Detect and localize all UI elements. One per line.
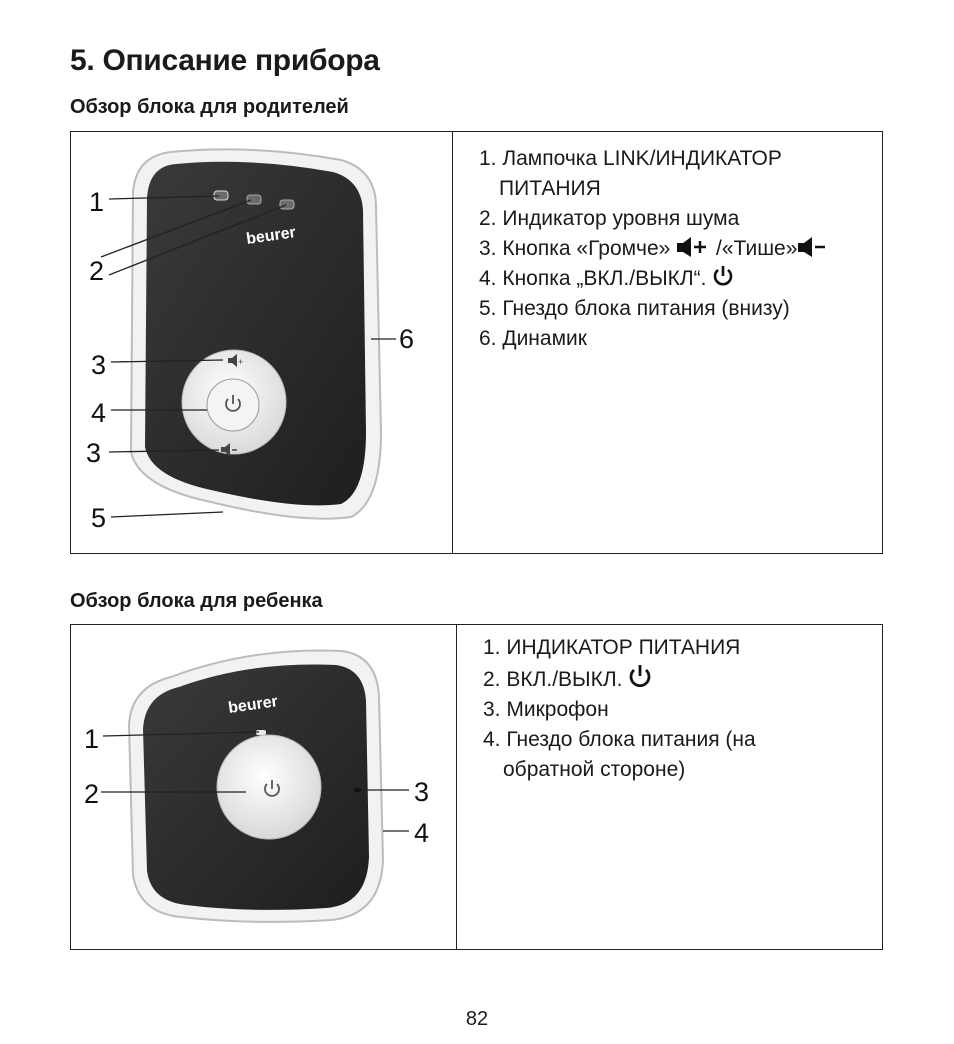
callout-label: 1 — [84, 724, 100, 754]
callout-label: 3 — [91, 350, 107, 380]
list-item: 4. Гнездо блока питания (на обратной стороне) — [483, 728, 756, 781]
brand-logo: beurer — [245, 224, 297, 248]
microphone — [354, 788, 361, 792]
child-unit-illustration — [71, 625, 456, 949]
noise-led — [280, 200, 294, 209]
callout-label: 4 — [414, 818, 430, 848]
page-number: 82 — [465, 1008, 489, 1030]
panel-divider — [452, 132, 453, 553]
callout-label: 4 — [91, 398, 107, 428]
volume-down-icon — [797, 236, 827, 258]
parent-unit-illustration — [71, 132, 452, 553]
list-item: 6. Динамик — [479, 327, 587, 350]
list-item: 1. ИНДИКАТОР ПИТАНИЯ — [483, 636, 741, 659]
child-unit-parts-list — [483, 633, 873, 785]
power-icon — [712, 264, 734, 288]
volume-down-icon — [221, 447, 225, 452]
list-item: 5. Гнездо блока питания (внизу) — [479, 297, 790, 320]
callout-label: 2 — [89, 256, 105, 286]
callout-label: 3 — [414, 777, 430, 807]
parent-unit-heading: Обзор блока для родителей — [70, 96, 349, 118]
callout-label: 3 — [86, 438, 102, 468]
callout-label: 5 — [91, 503, 107, 533]
noise-led — [247, 195, 261, 204]
power-icon — [628, 663, 652, 689]
list-item: 2. ВКЛ./ВЫКЛ. — [483, 663, 873, 695]
callout-label: 2 — [84, 779, 100, 809]
power-button — [217, 735, 321, 839]
svg-text:+: + — [238, 357, 244, 367]
parent-unit-parts-list — [479, 144, 879, 354]
callout-label: 1 — [89, 187, 105, 217]
child-unit-panel — [70, 624, 883, 950]
device-face — [145, 162, 366, 506]
volume-up-icon — [676, 236, 710, 258]
list-item: 3. Микрофон — [483, 698, 609, 721]
volume-up-icon — [228, 358, 232, 363]
power-button — [207, 379, 259, 431]
parent-unit-panel — [70, 131, 883, 554]
callout-label: 6 — [399, 324, 415, 354]
list-item: 4. Кнопка „ВКЛ./ВЫКЛ“. — [479, 264, 879, 294]
panel-divider — [456, 625, 457, 949]
list-item: 2. Индикатор уровня шума — [479, 207, 740, 230]
list-item: 3. Кнопка «Громче» /«Тише» — [479, 234, 879, 264]
brand-logo: beurer — [227, 693, 279, 717]
child-unit-heading: Обзор блока для ребенка — [70, 590, 323, 612]
page-title: 5. Описание прибора — [70, 44, 380, 77]
list-item: 1. Лампочка LINK/ИНДИКАТОР ПИТАНИЯ — [479, 147, 782, 200]
